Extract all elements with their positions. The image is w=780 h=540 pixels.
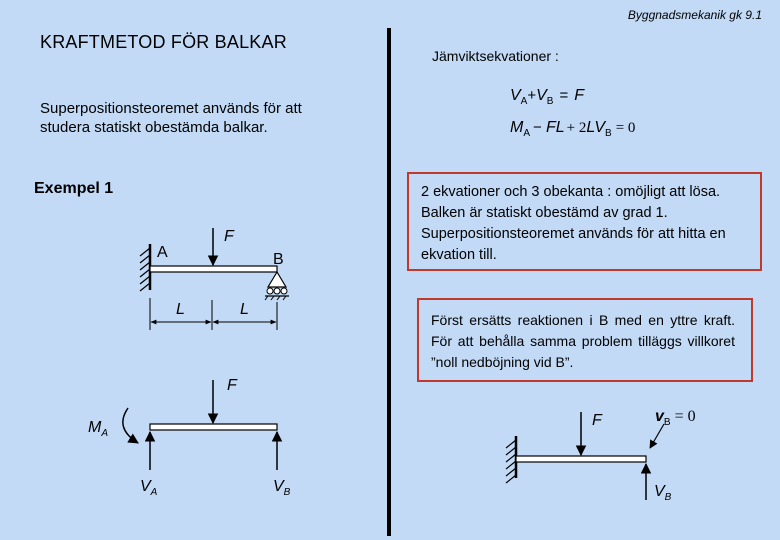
force-label-1: F	[224, 228, 234, 245]
wall-hatching-a	[140, 248, 150, 291]
superposition-note-box: Först ersätts reaktionen i B med en yttre kraft. För att behålla samma problem tilläggs villkoret ”noll nedböjning vid B”.	[417, 298, 753, 382]
diagram-1	[140, 228, 289, 330]
condition-pointer-arrow	[650, 424, 664, 448]
force-label-3: F	[592, 412, 602, 429]
length-right-label: L	[240, 301, 249, 318]
indeterminate-note-box: 2 ekvationer och 3 obekanta : omöjligt att lösa. Balken är statiskt obestämd av grad 1. Superpositionsteoremet används för att hitta en ekvation till.	[407, 172, 762, 271]
course-header: Byggnadsmekanik gk 9.1	[627, 8, 762, 22]
beam-1	[150, 266, 277, 272]
wall-hatching-3	[506, 440, 516, 483]
reaction-label-vb-3: $V_B$	[654, 483, 672, 503]
point-b-label: B	[273, 251, 284, 268]
intro-text: Superpositionsteoremet används för att studera statiskt obestämda balkar.	[40, 100, 302, 136]
length-left-label: L	[176, 301, 185, 318]
diagram-2	[88, 377, 291, 498]
equation-1: $V_A+V_B = F$	[510, 87, 584, 107]
beam-3	[516, 456, 646, 462]
force-label-2: F	[227, 377, 237, 394]
page-title: KRAFTMETOD FÖR BALKAR	[40, 32, 287, 52]
moment-arrow	[123, 408, 138, 443]
example-label: Exempel 1	[34, 180, 114, 197]
dimension-lines	[150, 298, 277, 330]
equations-heading: Jämviktsekvationer :	[432, 48, 559, 64]
diagram-3	[506, 408, 696, 503]
moment-label: $M_A$	[88, 419, 108, 439]
reaction-label-va: $V_A$	[140, 478, 158, 498]
deflection-condition: $v_B = 0$	[655, 408, 696, 428]
reaction-label-vb: $V_B$	[273, 478, 291, 498]
equation-2: $M_A$ − FL + $2LV_B = 0$	[510, 119, 636, 139]
beam-2	[150, 424, 277, 430]
support-rollers	[267, 288, 287, 294]
pin-support-b	[268, 272, 286, 287]
point-a-label: A	[157, 244, 168, 261]
